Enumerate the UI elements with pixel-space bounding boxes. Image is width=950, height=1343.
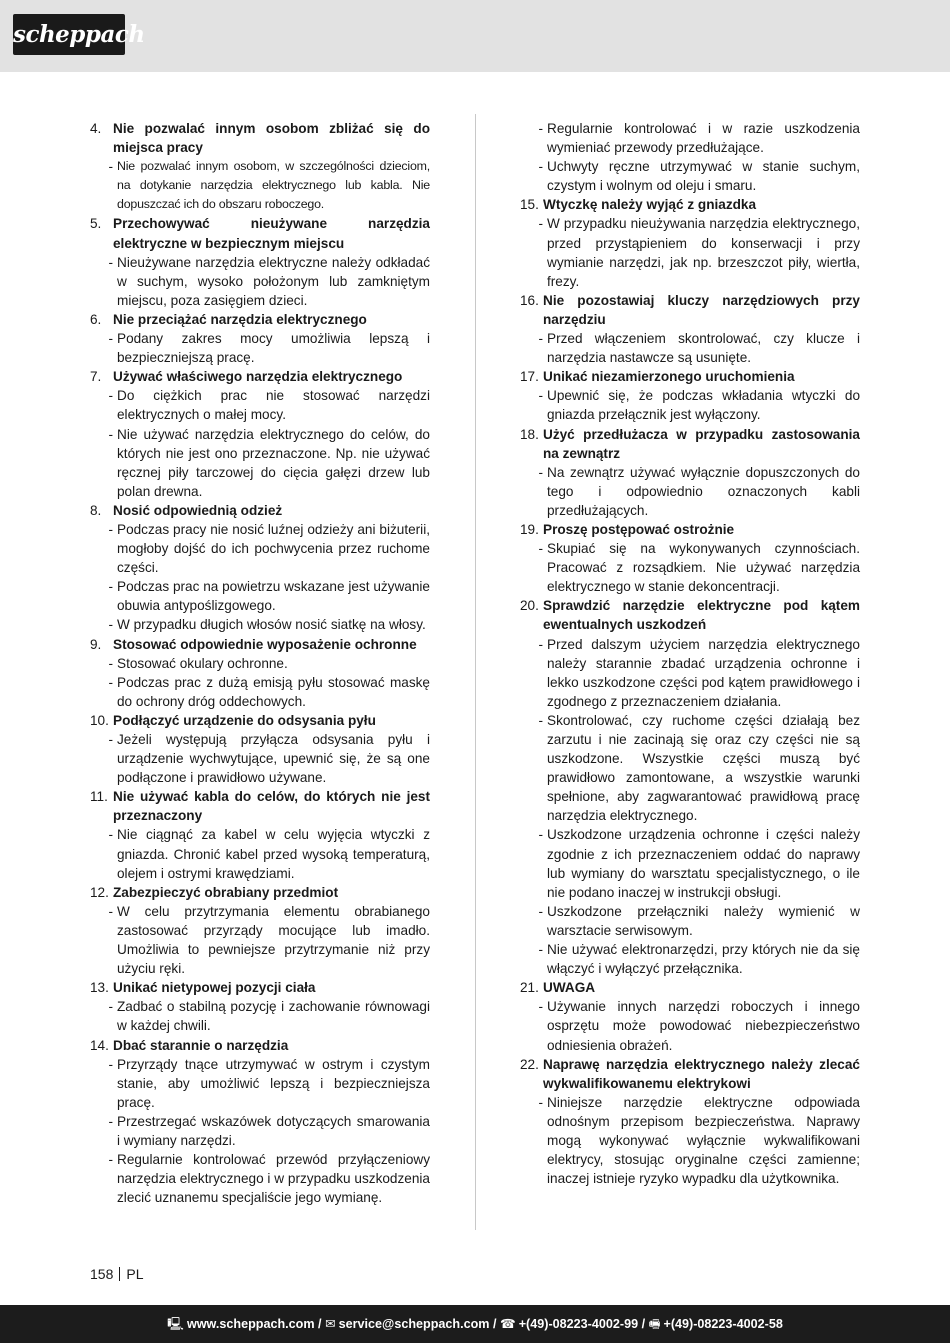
list-item [90, 1055, 430, 1112]
section-title [90, 310, 430, 329]
section-title [520, 367, 860, 386]
list-item [520, 635, 860, 711]
bullet-dash: - [538, 942, 543, 958]
bullet-dash: - [108, 655, 113, 671]
section-title [520, 291, 860, 329]
bullet-dash: - [108, 674, 113, 690]
list-item [520, 119, 860, 157]
list-item [90, 520, 430, 577]
section-title [90, 1036, 430, 1055]
section-heading: Proszę postępować ostrożnie [543, 521, 735, 537]
bullet-dash: - [108, 1152, 113, 1168]
section-heading: Wtyczkę należy wyjąć z gniazdka [543, 197, 757, 213]
list-item-text: Nie pozwalać innym osobom, w szczególności dzieciom, na dotykanie narzędzia elektrycznego lub kabla. Nie dopuszczać ich do obszaru roboczego. [117, 159, 430, 212]
list-item-text: Uchwyty ręczne utrzymywać w stanie suchym, czystym i wolnym od oleju i smaru. [547, 159, 860, 194]
phone-icon: ☎ [500, 1317, 516, 1331]
list-item-text: Do ciężkich prac nie stosować narzędzi elektrycznych o małej mocy. [117, 388, 430, 423]
section-number: 11. [90, 789, 108, 805]
list-item-text: Nie używać narzędzia elektrycznego do celów, do których nie jest ono przeznaczone. Np. nie używać ręcznej piły tarczowej do cięcia gałęzi drzew lub polan drewna. [117, 426, 430, 499]
section-21 [520, 978, 860, 1054]
bullet-dash: - [108, 1113, 113, 1129]
section-heading: Nie pozostawiaj kluczy narzędziowych przy narzędziu [543, 292, 860, 327]
list-item [90, 615, 430, 634]
list-item-text: Uszkodzone przełączniki należy wymienić w warsztacie serwisowym. [547, 903, 860, 938]
section-heading: Używać właściwego narzędzia elektrycznego [113, 369, 403, 385]
list-item-text: Stosować okulary ochronne. [117, 655, 288, 671]
list-item [90, 253, 430, 310]
section-title [90, 883, 430, 902]
list-item-text: Podczas prac z dużą emisją pyłu stosować maskę do ochrony dróg oddechowych. [117, 674, 430, 709]
section-title [90, 214, 430, 252]
section-10 [90, 711, 430, 787]
bullet-dash: - [538, 903, 543, 919]
list-item [90, 157, 430, 214]
section-number: 13. [90, 980, 109, 996]
bullet-dash: - [538, 159, 543, 175]
list-item-text: Skontrolować, czy ruchome części działają bez zarzutu i nie zacinają się oraz czy części nie są uszkodzone. Wszystkie części muszą być prawidłowo zamontowane, a wszystkie warunki spełnione, aby zagwarantować prawidłową pracę narzędzia elektrycznego. [547, 712, 860, 824]
section-number: 9. [90, 636, 102, 652]
bullet-dash: - [108, 521, 113, 537]
section-number: 6. [90, 311, 102, 327]
list-item-text: Zadbać o stabilną pozycję i zachowanie równowagi w każdej chwili. [117, 999, 430, 1034]
language-code: PL [126, 1266, 144, 1282]
column-divider [475, 114, 476, 1230]
list-item [520, 386, 860, 424]
list-item [90, 654, 430, 673]
bullet-dash: - [538, 1094, 543, 1110]
list-item [520, 902, 860, 940]
computer-icon: 🖳 [167, 1317, 184, 1331]
right-column [520, 119, 860, 1188]
section-14 [90, 1036, 430, 1208]
scheppach-logo: scheppach [13, 14, 125, 55]
section-heading: Nie pozwalać innym osobom zbliżać się do miejsca pracy [113, 121, 430, 156]
list-item [520, 940, 860, 978]
bullet-dash: - [108, 732, 113, 747]
bullet-dash: - [538, 388, 543, 404]
list-item [90, 730, 430, 787]
list-item-text: Podczas pracy nie nosić luźnej odzieży ani biżuterii, mogłoby dojść do ich pochwycenia przez ruchome części. [117, 521, 430, 576]
section-11 [90, 787, 430, 882]
section-title [520, 195, 860, 214]
list-item-text: Regularnie kontrolować przewód przyłączeniowy narzędzia elektrycznego i w przypadku uszkodzenia zlecić uznanemu specjaliście jego wymianę. [117, 1152, 430, 1206]
section-9 [90, 635, 430, 711]
bullet-dash: - [538, 216, 543, 232]
section-number: 15. [520, 197, 539, 213]
list-item-text: Podczas prac na powietrzu wskazane jest używanie obuwia antypoślizgowego. [117, 579, 430, 614]
list-item-text: W przypadku nieużywania narzędzia elektrycznego, przed przystąpieniem do konserwacji i przy wymianie narzędzi, jak np. brzeszczot piły, wiertła, frezy. [547, 216, 860, 289]
bullet-dash: - [538, 541, 543, 557]
section-8 [90, 501, 430, 635]
list-item-text: Przestrzegać wskazówek dotyczących smarowania i wymiany narzędzi. [117, 1113, 430, 1148]
bullet-dash: - [108, 331, 113, 347]
section-number: 16. [520, 292, 539, 308]
list-item [90, 577, 430, 615]
section-number: 19. [520, 521, 539, 537]
bullet-dash: - [108, 999, 113, 1015]
bullet-dash: - [538, 121, 543, 136]
list-item [520, 214, 860, 290]
bullet-dash: - [538, 331, 543, 347]
header-band [0, 0, 950, 72]
section-heading: UWAGA [543, 980, 596, 996]
list-item-text: Regularnie kontrolować i w razie uszkodzenia wymieniać przewody przedłużające. [547, 121, 860, 156]
email-link[interactable]: service@scheppach.com / [338, 1317, 497, 1331]
bullet-dash: - [108, 1056, 113, 1072]
list-item [520, 463, 860, 520]
fax-number: +(49)-08223-4002-58 [663, 1317, 783, 1331]
list-item-text: Podany zakres mocy umożliwia lepszą i bezpieczniejszą pracę. [117, 331, 430, 366]
list-item-text: W celu przytrzymania elementu obrabianego zastosować przyrządy mocujące lub imadło. Umożliwia to pewniejsze przytrzymanie niż przy użyciu ręki. [117, 903, 430, 977]
section-title [520, 596, 860, 634]
phone-number: +(49)-08223-4002-99 / [518, 1317, 646, 1331]
section-20 [520, 596, 860, 978]
mail-icon: ✉ [325, 1317, 336, 1331]
section-number: 10. [90, 712, 109, 728]
list-item [520, 329, 860, 367]
list-item-text: Skupiać się na wykonywanych czynnościach. Pracować z rozsądkiem. Nie używać narzędzia elektrycznego w stanie dekoncentracji. [547, 541, 860, 595]
section-heading: Nie przeciążać narzędzia elektrycznego [113, 311, 367, 327]
list-item [90, 386, 430, 424]
bullet-dash: - [108, 159, 113, 175]
section-heading: Podłączyć urządzenie do odsysania pyłu [113, 712, 376, 728]
list-item [520, 539, 860, 596]
section-22 [520, 1055, 860, 1189]
section-number: 7. [90, 369, 102, 385]
section-title [90, 367, 430, 386]
bullet-dash: - [108, 579, 113, 595]
section-12 [90, 883, 430, 978]
list-item-text: Przed włączeniem skontrolować, czy klucze i narzędzia nastawcze są usunięte. [547, 331, 860, 366]
section-number: 22. [520, 1056, 539, 1072]
bullet-dash: - [538, 712, 543, 728]
section-title [90, 787, 430, 825]
list-item-text: Przed dalszym użyciem narzędzia elektrycznego należy starannie zbadać urządzenia ochronne i lekko uszkodzone części pod kątem prawidłowego i zgodnego z przeznaczeniem działania. [547, 636, 860, 709]
list-item-text: Nie używać elektronarzędzi, przy których nie da się włączyć i wyłączyć przełącznika. [547, 942, 860, 977]
section-title [520, 520, 860, 539]
section-5 [90, 214, 430, 309]
list-item [90, 1150, 430, 1207]
section-heading: Nosić odpowiednią odzież [113, 502, 283, 518]
list-item-text: Uszkodzone urządzenia ochronne i części należy zgodnie z ich przeznaczeniem oddać do naprawy lub wymiany do warsztatu specjalistycznego, o ile nie podano inaczej w instrukcji obsługi. [547, 827, 860, 900]
section-7 [90, 367, 430, 501]
list-item [90, 425, 430, 501]
list-item [90, 673, 430, 711]
list-item [520, 157, 860, 195]
bullet-dash: - [108, 254, 113, 270]
section-4 [90, 119, 430, 214]
section-number: 20. [520, 598, 539, 614]
section-number: 14. [90, 1037, 109, 1053]
list-item-text: Na zewnątrz używać wyłącznie dopuszczonych do tego i odpowiednio oznaczonych kabli przedłużających. [547, 464, 860, 518]
bullet-dash: - [108, 426, 113, 442]
section-heading: Przechowywać nieużywane narzędzia elektryczne w bezpiecznym miejscu [113, 216, 430, 251]
section-heading: Nie używać kabla do celów, do których nie jest przeznaczony [113, 789, 430, 824]
section-18 [520, 425, 860, 520]
section-16 [520, 291, 860, 367]
list-item [90, 329, 430, 367]
page-number: 158 [90, 1266, 114, 1282]
list-item-text: Używanie innych narzędzi roboczych i innego osprzętu może powodować niebezpieczeństwo odniesienia obrażeń. [547, 999, 860, 1053]
section-heading: Unikać nietypowej pozycji ciała [113, 980, 316, 996]
section-heading: Unikać niezamierzonego uruchomienia [543, 369, 795, 385]
section-title [90, 978, 430, 997]
bullet-dash: - [108, 903, 113, 919]
section-heading: Dbać starannie o narzędzia [113, 1037, 289, 1053]
section-title [90, 119, 430, 157]
list-item-text: Upewnić się, że podczas wkładania wtyczki do gniazda przełącznik jest wyłączony. [547, 388, 860, 423]
list-item [90, 825, 430, 882]
section-heading: Sprawdzić narzędzie elektryczne pod kątem ewentualnych uszkodzeń [543, 598, 860, 633]
list-item-text: Nie ciągnąć za kabel w celu wyjęcia wtyczki z gniazda. Chronić kabel przed wysoką temperaturą, olejem i ostrymi krawędziami. [117, 827, 430, 881]
page-footer [90, 1266, 143, 1282]
website-link[interactable]: www.scheppach.com / [186, 1317, 322, 1331]
section-13 [90, 978, 430, 1035]
section-heading: Zabezpieczyć obrabiany przedmiot [113, 884, 339, 900]
list-item [520, 825, 860, 901]
contact-bar [0, 1305, 950, 1343]
section-number: 12. [90, 884, 109, 900]
section-number: 17. [520, 369, 539, 385]
section-heading: Stosować odpowiednie wyposażenie ochronne [113, 636, 417, 652]
list-item-text: Niniejsze narzędzie elektryczne odpowiada odnośnym przepisom bezpieczeństwa. Naprawy mogą wykonywać wyłącznie wykwalifikowani elektrycy, stosując oryginalne części zamienne; inaczej istnieje ryzyko wypadku dla użytkownika. [547, 1094, 860, 1187]
section-heading: Użyć przedłużacza w przypadku zastosowania na zewnątrz [543, 426, 860, 461]
left-column [90, 119, 430, 1207]
section-6 [90, 310, 430, 367]
section-heading: Naprawę narzędzia elektrycznego należy zlecać wykwalifikowanemu elektrykowi [543, 1056, 860, 1091]
bullet-dash: - [538, 999, 543, 1015]
section-title [520, 1055, 860, 1093]
list-item-text: Przyrządy tnące utrzymywać w ostrym i czystym stanie, aby umożliwić lepszą i bezpieczniejsza pracę. [117, 1056, 430, 1110]
section-number: 4. [90, 121, 102, 136]
list-item-text: Nieużywane narzędzia elektryczne należy odkładać w suchym, wysoko położonym lub zamkniętym miejscu, poza zasięgiem dzieci. [117, 254, 430, 308]
section-title [90, 635, 430, 654]
list-item [90, 997, 430, 1035]
section-number: 8. [90, 502, 102, 518]
section-number: 5. [90, 216, 102, 232]
list-item [90, 1112, 430, 1150]
bullet-dash: - [108, 617, 113, 633]
page-separator [119, 1267, 120, 1281]
list-item [520, 1093, 860, 1188]
list-item [90, 902, 430, 978]
list-item [520, 711, 860, 826]
section-19 [520, 520, 860, 596]
fax-icon: 🖷 [648, 1317, 661, 1331]
section-17 [520, 367, 860, 424]
section-number: 21. [520, 980, 539, 996]
section-title [90, 711, 430, 730]
section-title [520, 425, 860, 463]
bullet-dash: - [538, 636, 543, 652]
section-title [520, 978, 860, 997]
list-item-text: Jeżeli występują przyłącza odsysania pyłu i urządzenie wychwytujące, upewnić się, że są one podłączone i prawidłowo używane. [117, 732, 430, 786]
section-15 [520, 195, 860, 290]
bullet-dash: - [108, 388, 113, 404]
section-title [90, 501, 430, 520]
bullet-dash: - [538, 827, 543, 843]
bullet-dash: - [108, 827, 113, 843]
list-item [520, 997, 860, 1054]
list-item-text: W przypadku długich włosów nosić siatkę na włosy. [117, 617, 426, 633]
bullet-dash: - [538, 464, 543, 480]
section-number: 18. [520, 426, 539, 442]
